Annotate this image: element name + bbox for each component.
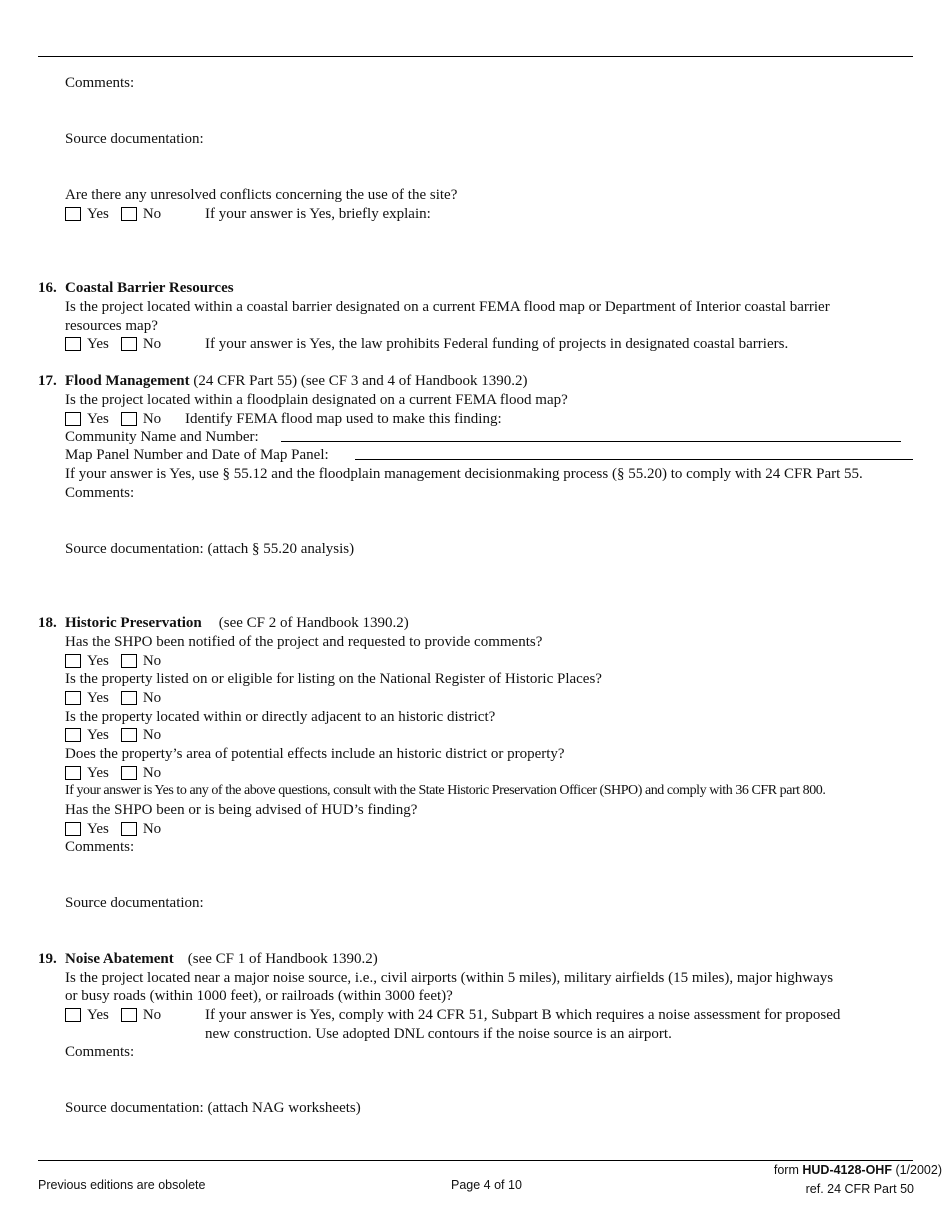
historic-district-yes-checkbox[interactable] [65, 728, 81, 742]
noise-yes-checkbox[interactable] [65, 1008, 81, 1022]
yes-label: Yes [87, 1007, 109, 1023]
section-16-question: Is the project located within a coastal barrier designated on a current FEMA flood map or Department of Interior coastal barrier [65, 299, 830, 315]
section-19-heading [65, 950, 378, 968]
shpo-notified-question: Has the SHPO been notified of the project and requested to provide comments? [65, 634, 543, 650]
conflicts-no-checkbox[interactable] [121, 207, 137, 221]
section-17-number: 17. [38, 373, 57, 389]
national-register-no-checkbox[interactable] [121, 691, 137, 705]
yes-label: Yes [87, 765, 109, 781]
no-label: No [142, 336, 162, 352]
coastal-yes-checkbox[interactable] [65, 337, 81, 351]
form-date: (1/2002) [891, 1163, 942, 1177]
no-label: No [142, 727, 162, 743]
section-17-ref: (24 CFR Part 55) (see CF 3 and 4 of Handbook 1390.2) [189, 373, 528, 389]
no-label: No [142, 206, 162, 222]
comments-label: Comments: [65, 839, 135, 855]
section-18-number: 18. [38, 615, 57, 631]
section-19-question: Is the project located near a major noise source, i.e., civil airports (within 5 miles), military airfields (15 miles), major highways [65, 970, 834, 986]
source-documentation-label: Source documentation: [65, 131, 204, 147]
historic-district-no-checkbox[interactable] [121, 728, 137, 742]
historic-district-answer-row [65, 726, 161, 744]
yes-label: Yes [87, 653, 109, 669]
comments-label: Comments: [65, 1044, 135, 1060]
conflicts-explain: If your answer is Yes, briefly explain: [205, 206, 431, 222]
no-label: No [142, 411, 162, 427]
section-18-ref: (see CF 2 of Handbook 1390.2) [218, 615, 409, 631]
hud-finding-no-checkbox[interactable] [121, 822, 137, 836]
floodplain-yes-checkbox[interactable] [65, 412, 81, 426]
shpo-notified-answer-row [65, 652, 161, 670]
section-17-note: If your answer is Yes, use § 55.12 and the floodplain management decisionmaking process (§ 55.20) to comply with 24 CFR Part 55. [65, 466, 863, 482]
section-19-ref: (see CF 1 of Handbook 1390.2) [187, 951, 378, 967]
no-label: No [142, 1007, 162, 1023]
potential-effects-no-checkbox[interactable] [121, 766, 137, 780]
conflicts-question: Are there any unresolved conflicts concerning the use of the site? [65, 187, 458, 203]
conflicts-answer-row [65, 205, 161, 223]
section-18-title: Historic Preservation [65, 615, 202, 631]
yes-label: Yes [87, 411, 109, 427]
section-16-note: If your answer is Yes, the law prohibits Federal funding of projects in designated coastal barriers. [205, 336, 789, 352]
section-16-number: 16. [38, 280, 57, 296]
fema-map-identify: Identify FEMA flood map used to make this finding: [185, 411, 502, 427]
floodplain-no-checkbox[interactable] [121, 412, 137, 426]
yes-label: Yes [87, 690, 109, 706]
footer-page-number: Page 4 of 10 [451, 1178, 522, 1192]
no-label: No [142, 690, 162, 706]
potential-effects-yes-checkbox[interactable] [65, 766, 81, 780]
footer-obsolete-note: Previous editions are obsolete [38, 1178, 206, 1192]
shpo-notified-yes-checkbox[interactable] [65, 654, 81, 668]
historic-district-question: Is the property located within or directly adjacent to an historic district? [65, 709, 496, 725]
comments-label: Comments: [65, 485, 135, 501]
footer-form-id [774, 1162, 942, 1178]
section-19-source-documentation: Source documentation: (attach NAG worksheets) [65, 1100, 361, 1116]
noise-no-checkbox[interactable] [121, 1008, 137, 1022]
shpo-notified-no-checkbox[interactable] [121, 654, 137, 668]
national-register-question: Is the property listed on or eligible for listing on the National Register of Historic Places? [65, 671, 602, 687]
potential-effects-answer-row [65, 764, 161, 782]
community-name-label: Community Name and Number: [65, 429, 259, 445]
yes-label: Yes [87, 821, 109, 837]
yes-label: Yes [87, 727, 109, 743]
yes-label: Yes [87, 206, 109, 222]
section-19-answer-row [65, 1006, 161, 1024]
map-panel-field[interactable] [355, 459, 913, 460]
section-19-note-cont: new construction. Use adopted DNL contours if the noise source is an airport. [205, 1026, 672, 1042]
hud-finding-question: Has the SHPO been or is being advised of HUD’s finding? [65, 802, 418, 818]
section-16-title: Coastal Barrier Resources [65, 280, 234, 296]
shpo-consult-note: If your answer is Yes to any of the above questions, consult with the State Historic Preservation Officer (SHPO) and comply with 36 CFR part 800. [65, 783, 826, 798]
no-label: No [142, 821, 162, 837]
section-17-title: Flood Management [65, 373, 190, 389]
hud-finding-yes-checkbox[interactable] [65, 822, 81, 836]
potential-effects-question: Does the property’s area of potential effects include an historic district or property? [65, 746, 565, 762]
section-16-question-cont: resources map? [65, 318, 158, 334]
conflicts-yes-checkbox[interactable] [65, 207, 81, 221]
section-17-heading [65, 372, 527, 390]
section-17-question: Is the project located within a floodplain designated on a current FEMA flood map? [65, 392, 568, 408]
yes-label: Yes [87, 336, 109, 352]
no-label: No [142, 653, 162, 669]
community-name-field[interactable] [281, 441, 901, 442]
national-register-answer-row [65, 689, 161, 707]
form-number: HUD-4128-OHF [802, 1163, 892, 1177]
comments-label: Comments: [65, 75, 135, 91]
footer-rule [38, 1160, 913, 1161]
no-label: No [142, 765, 162, 781]
footer-cfr-ref: ref. 24 CFR Part 50 [805, 1182, 914, 1196]
section-19-title: Noise Abatement [65, 951, 174, 967]
section-16-answer-row [65, 335, 161, 353]
national-register-yes-checkbox[interactable] [65, 691, 81, 705]
hud-finding-answer-row [65, 820, 161, 838]
section-18-heading [65, 614, 409, 632]
source-documentation-label: Source documentation: [65, 895, 204, 911]
section-19-note: If your answer is Yes, comply with 24 CFR 51, Subpart B which requires a noise assessment for proposed [205, 1007, 841, 1023]
section-17-source-documentation: Source documentation: (attach § 55.20 analysis) [65, 541, 355, 557]
section-19-number: 19. [38, 951, 57, 967]
top-rule [38, 56, 913, 57]
section-19-question-cont: or busy roads (within 1000 feet), or railroads (within 3000 feet)? [65, 988, 453, 1004]
form-prefix: form [773, 1163, 803, 1177]
coastal-no-checkbox[interactable] [121, 337, 137, 351]
map-panel-label: Map Panel Number and Date of Map Panel: [65, 447, 329, 463]
section-17-answer-row [65, 410, 161, 428]
